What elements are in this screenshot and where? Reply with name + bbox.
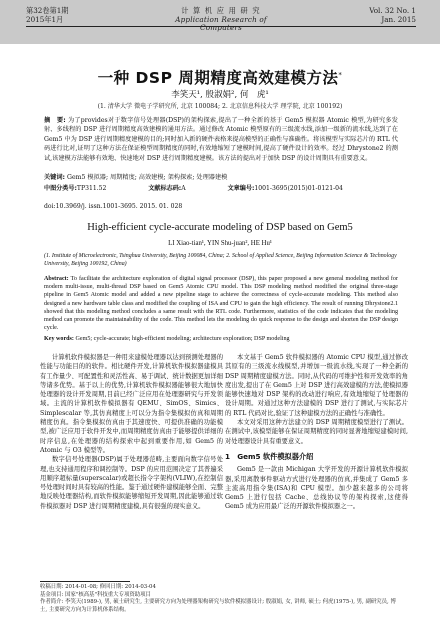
article-no-value: 1001-3695(2015)01-0121-04 <box>254 185 343 192</box>
body-paragraph: 本文对采用这种方法建立的 DSP 周期精度模型进行了测试。在测试中,该模型能够在保证周期精度的同时显著地缩短建模时间,对处理器设计具有重要意义。 <box>225 419 408 445</box>
paper-title-cn <box>0 66 440 88</box>
footnote-bio: 作者简介: 李笑天(1989-), 男, 硕士研究生, 主要研究方向为处理器架构研究与软件模拟器设计; 殷淑娟, 女, 讲师, 硕士; 何虎(1975-), 男, 副研究员, 博士, 主要研究方向为计算机体系结构。 <box>40 599 396 613</box>
section-heading: 1 Gem5 软件模拟器介绍 <box>225 451 314 461</box>
header-left <box>26 7 68 24</box>
body-column-right <box>225 353 408 512</box>
doc-code-value: A <box>181 185 186 192</box>
abstract-cn-text: 为了provides对于数字信号处理器(DSP)的架构探索,提出了一种全新的基于 Gem5 模拟器 Atomic 模型,为研究多发射、多线程的 DSP 进行周期精度高效建模的通用方法。通过修改 Atomic 模型原有的三级流水线,添加一级新的流水线,达到了在 Gem5 中为 DSP 进行周期精度建模的目的;同时加入新的硬件表格来提高模型的正确性与准确性。将该模型与实际芯片的 RTL 代码进行比对,证明了这种方法在保证模型周期精度的同时,有效地缩短了建模时间,提高了硬件设计的效率。经过 Dhrystone2 的测试,该建模方法能够有效地、快速地对 DSP 进行周期精度建模。该方法的提出对于加快 DSP 的设计周期具有重要意义。 <box>44 117 398 162</box>
body-paragraph: 计算机软件模拟器是一种用来建模处理器以达到预测处理器的性能与功能目的的软件。相比硬件开发,计算机软件模拟器建模具有工作量少、可配置性和灵活性高、易于调试、统计数据更加详细等诸多优势。基于以上的优势,计算机软件模拟器能够很大地加快处理器的设计开发周期,目前已经广泛应用在处理器研究与开发领域。主流的计算机软件模拟器有 QEMU、SimOS、Simics、Simplescalar 等,其仿真精度上可以分为指令集模拟仿真和周期精度仿真。指令集模拟仿真由于其速度快、可提供准确的功能模型,被广泛应用于软件开发中,而周期精度仿真由于能够提供详细的时序信息,在处理器的结构探索中起到重要作用,如 Gem5 的 Atomic 与 O3 模型等。 <box>40 354 223 454</box>
body-column-left <box>40 353 223 511</box>
date-cn: 2015年1月 <box>26 14 64 24</box>
footnote-received: 收稿日期: 2014-01-08; 修回日期: 2014-03-04 <box>40 584 156 590</box>
keywords-en-text: Gem5; cycle-accurate; high-efficient modeling; architecture exploration; DSP modeling <box>75 336 290 342</box>
abstract-en <box>44 275 398 332</box>
header-rule <box>26 26 416 27</box>
authors-en: LI Xiao-tian¹, YIN Shu-juan², HE Hu¹ <box>168 240 272 247</box>
article-no-label: 文章编号: <box>227 185 255 192</box>
keywords-en <box>44 335 398 343</box>
journal-name-en: Application Research of Computers <box>175 14 267 32</box>
footnote-fund: 基金项目: 国家"核高基"科技重大专项资助项目 <box>40 591 151 598</box>
date-en: Jan. 2015 <box>381 14 416 24</box>
header-right <box>369 7 416 24</box>
body-paragraph: 本文基于 Gem5 软件模拟器的 Atomic CPU 模型,通过修改其原有的三级流水线模型,并增加一级流水线,实现了一种全新的 DSP 周期精度建模方法。同时,从代码的可维护性和开发效率的角度出发,提出了在 Gem5 上对 DSP 进行高效建模的方法,使模拟器能够快速地对 DSP 架构的改动进行响应,有效地缩短了处理器的设计周期。对通过这种方法建模的 DSP 进行了测试,与实际芯片的 RTL 代码对比,验证了这种建模方法的正确性与准确性。 <box>225 354 408 417</box>
volume-cn: 第32卷第1期 <box>26 6 69 15</box>
footnote-rule <box>40 581 130 582</box>
title-footnote-mark: * <box>338 70 343 79</box>
clc-value: TP311.52 <box>76 185 107 192</box>
title-cn-text: 一种 DSP 周期精度高效建模方法 <box>97 69 339 87</box>
affiliation-en: (1. Institute of Microelectronic, Tsinghua University, Beijing 100084, China; 2. School of Applied Science, Beijing Information Science & Technology University, Beijing 100192, China) <box>44 253 397 268</box>
affiliation-cn: (1. 清华大学 微电子学研究所, 北京 100084; 2. 北京信息科技大学 理学院, 北京 100192) <box>97 103 343 110</box>
volume-en: Vol. 32 No. 1 <box>369 6 416 15</box>
running-header <box>26 6 416 32</box>
body-paragraph: Gem5 是一款由 Michigan 大学开发的开源计算机软件模拟器,采用离散事件驱动方式进行处理器的仿真,并集成了 Gem5 多主流高用指令集(ISA)和 CPU 模型。加少越来越多的公司将 Gem5 上进行包括 Cache、总线协议等的架构探索,这使得 Gem5 成为应用最广泛的开源软件模拟器之一。 <box>225 466 408 511</box>
journal-name-cn: 计 算 机 应 用 研 究 <box>181 6 261 15</box>
header-center <box>156 7 286 33</box>
authors-cn: 李笑天¹, 殷淑娟², 何 虎¹ <box>171 90 269 100</box>
abstract-en-text: To facilitate the architecture exploration of digital signal processor (DSP), this paper proposed a new general modeling method for modern multi-issue, multi-thread DSP based on Gem5 Atomic CPU model. This DSP modeling method modified the original three-stage pipeline in Gem5 Atomic model and added a new pipeline stage to achieve the correctness of cycle-accurate modeling. This method also designed a new hardware table class and modified the coupling of ISA and CPU to gain the high efficiency. The result of running Dhrystone2.1 showed that this modeling method concludes a same result with the RTL code. Furthermore, statistics of the code indicates that the modeling method can promote the maintainability of the code. This method lets the modeling do quick response to the design and shorten the DSP design cycle. <box>44 276 398 332</box>
abstract-cn <box>44 116 398 163</box>
classification-line <box>44 184 398 193</box>
keywords-cn-text: Gem5 模拟器; 周期精度; 高效建模; 架构探索; 处理器建模 <box>67 174 228 181</box>
clc-label: 中图分类号: <box>44 185 77 192</box>
keywords-cn-label: 关键词: <box>44 174 66 181</box>
doc-code-label: 文献标志码: <box>148 185 182 192</box>
body-paragraph: 数字信号处理器(DSP)属于处理器范畴,主要面向数字信号处理,也支持通用程序和调控制等。DSP 的应用范围决定了其普遍采用顺序超标量(superscalar)或超长指令字架构(VLIW),在控制信号处理时间时具有较高的性能。鉴于通过硬件建模能够全面、完整地反映处理器结构,而软件模拟能够缩短开发周期,因此能够通过软件模拟器对 DSP 进行周期精度建模,具有很强的现实意义。 <box>40 456 223 510</box>
abstract-en-label: Abstract: <box>44 276 69 282</box>
doi-link[interactable]: doi:10.3969/j. issn.1001-3695. 2015. 01. 028 <box>44 203 183 210</box>
keywords-en-label: Key words: <box>44 336 74 342</box>
keywords-cn <box>44 173 398 182</box>
paper-title-en: High-efficient cycle-accurate modeling of DSP based on Gem5 <box>87 222 353 233</box>
footnote-block <box>40 584 400 614</box>
abstract-cn-label: 摘 要: <box>44 117 66 124</box>
